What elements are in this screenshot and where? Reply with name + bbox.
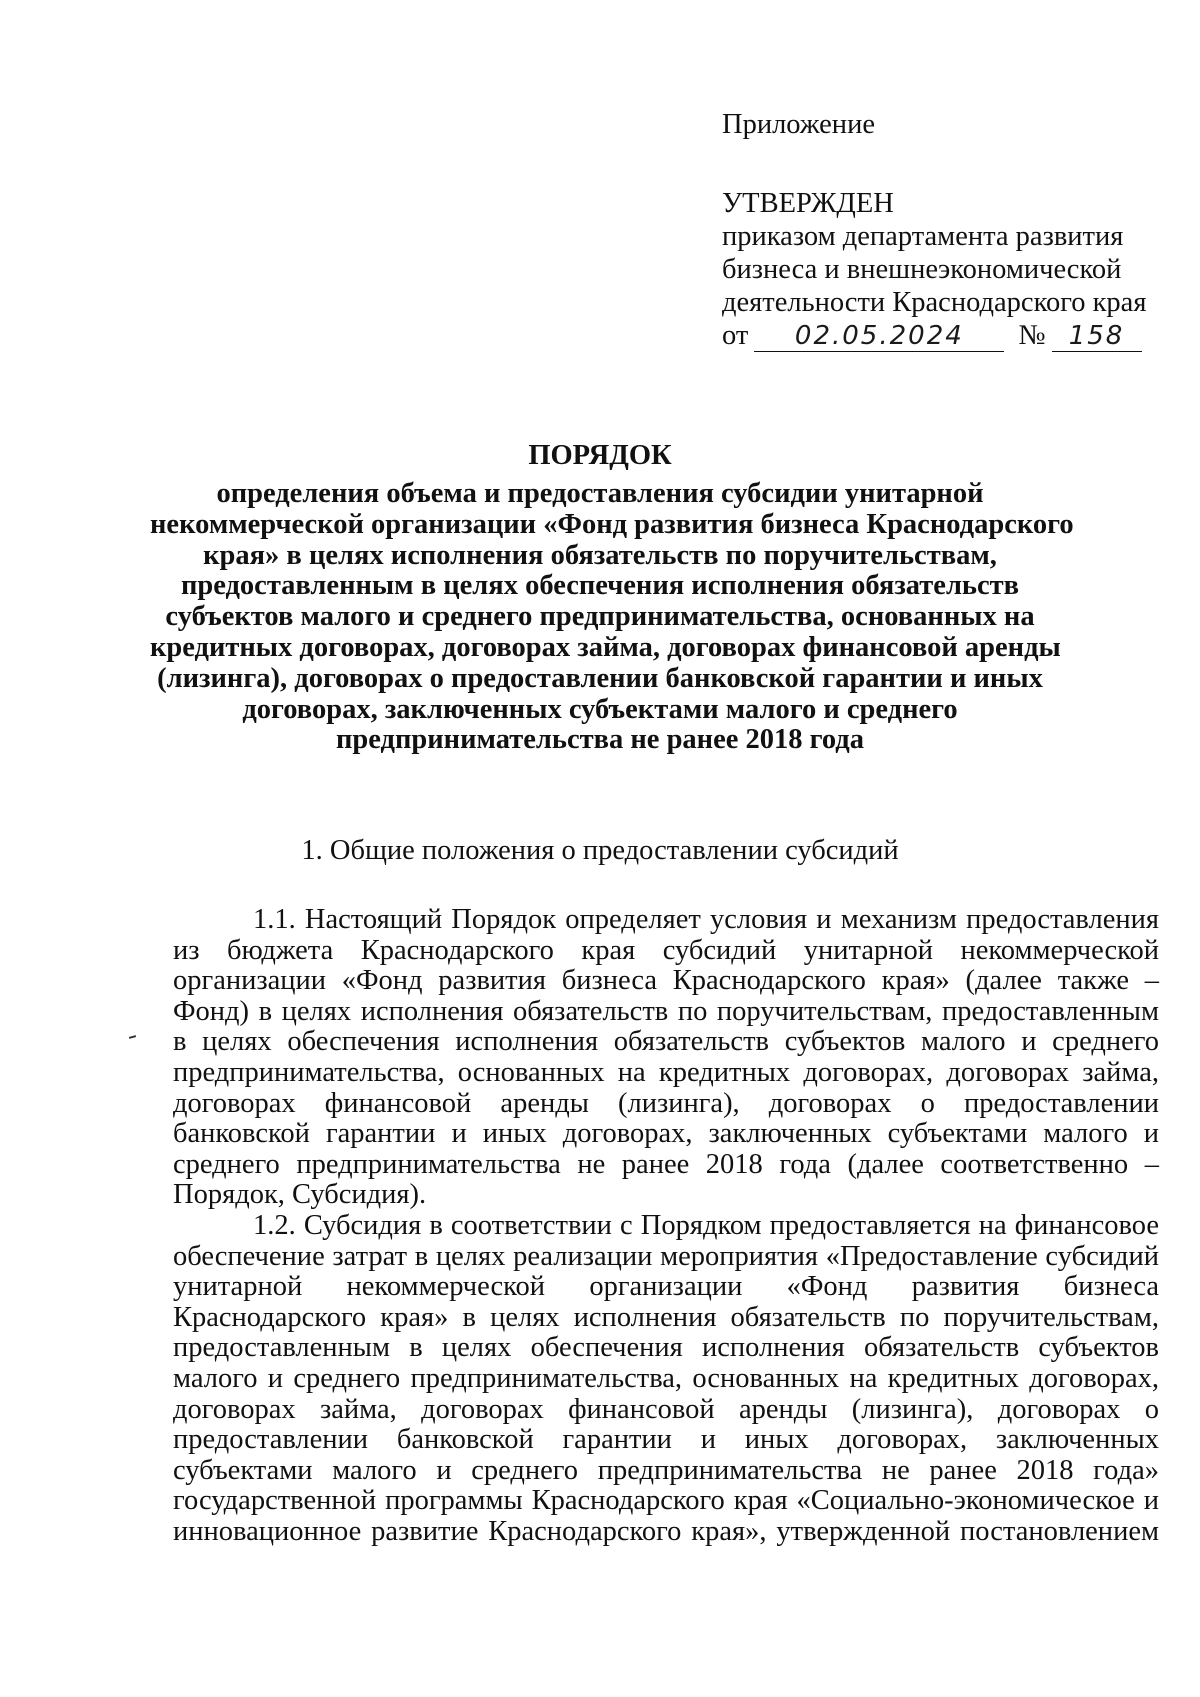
subtitle-line: договорах, заключенных субъектами малого и среднего	[242, 693, 958, 725]
approval-line: приказом департамента развития	[722, 221, 1124, 252]
section-heading: 1. Общие положения о предоставлении субсидий	[301, 835, 899, 866]
paragraph-line: унитарной некоммерческой организации «Фонд развития бизнеса	[173, 1271, 1159, 1303]
paragraph-line: государственной программы Краснодарского края «Социально-экономическое и	[173, 1485, 1159, 1517]
order-date-number-row	[722, 319, 1162, 352]
subtitle-line: (лизинга), договорах о предоставлении банковской гарантии и иных	[157, 662, 1043, 694]
subtitle-line: предпринимательства не ранее 2018 года	[336, 724, 864, 756]
approval-line: деятельности Краснодарского края	[722, 287, 1147, 318]
paragraph-line: обеспечение затрат в целях реализации мероприятия «Предоставление субсидий	[173, 1240, 1159, 1272]
paragraph-line: договорах займа, договорах финансовой аренды (лизинга), договорах о	[173, 1393, 1159, 1425]
paragraph-line: предоставленным в целях обеспечения исполнения обязательств субъектов	[173, 1332, 1159, 1364]
paragraph-line: из бюджета Краснодарского края субсидий унитарной некоммерческой	[173, 934, 1159, 966]
annex-label: Приложение	[722, 109, 875, 140]
paragraph-line: субъектами малого и среднего предпринимательства не ранее 2018 года»	[173, 1454, 1159, 1486]
paragraph-1-2	[173, 1211, 1159, 1548]
subtitle-line: некоммерческой организации «Фонд развития бизнеса Краснодарского	[150, 508, 1074, 540]
paragraph-line: малого и среднего предпринимательства, основанных на кредитных договорах,	[173, 1362, 1159, 1394]
paragraph-line: предоставлении банковской гарантии и иных договорах, заключенных	[173, 1424, 1159, 1456]
subtitle-line: края» в целях исполнения обязательств по поручительствам,	[203, 539, 997, 571]
approved-label: УТВЕРЖДЕН	[722, 188, 894, 219]
paragraph-line: среднего предпринимательства не ранее 2018 года (далее соответственно –	[173, 1148, 1159, 1180]
date-prefix: от	[722, 320, 749, 351]
scan-mark	[129, 1035, 136, 1039]
paragraph-line: предпринимательства, основанных на кредитных договорах, договорах займа,	[173, 1056, 1159, 1088]
subtitle-line: субъектов малого и среднего предпринимательства, основанных на	[165, 601, 1035, 633]
paragraph-line: 1.2. Субсидия в соответствии с Порядком предоставляется на финансовое	[253, 1209, 1159, 1241]
document-body	[173, 905, 1159, 1547]
subtitle-line: определения объема и предоставления субсидии унитарной	[216, 478, 984, 509]
approval-line: бизнеса и внешнеэкономической	[722, 254, 1122, 285]
paragraph-line: банковской гарантии и иных договорах, заключенных субъектами малого и	[173, 1118, 1159, 1150]
paragraph-line: Краснодарского края» в целях исполнения обязательств по поручительствам,	[173, 1301, 1159, 1333]
document-title: ПОРЯДОК	[528, 440, 672, 471]
handwritten-date: 02.05.2024	[754, 321, 1004, 352]
paragraph-line: инновационное развитие Краснодарского края», утвержденной постановлением	[173, 1515, 1159, 1547]
paragraph-line: Фонд) в целях исполнения обязательств по поручительствам, предоставленным	[173, 995, 1159, 1027]
paragraph-1-1	[173, 905, 1159, 1211]
number-sign: №	[1018, 320, 1046, 351]
handwritten-order-number: 158	[1052, 321, 1142, 352]
subtitle-line: кредитных договорах, договорах займа, договорах финансовой аренды	[150, 631, 1061, 663]
subtitle-line: предоставленным в целях обеспечения исполнения обязательств	[180, 570, 1020, 602]
paragraph-line: Порядок, Субсидия).	[173, 1179, 427, 1211]
paragraph-line: организации «Фонд развития бизнеса Краснодарского края» (далее также –	[173, 965, 1159, 997]
paragraph-line: 1.1. Настоящий Порядок определяет условия и механизм предоставления	[253, 904, 1159, 935]
approval-block	[722, 108, 1162, 352]
paragraph-line: в целях обеспечения исполнения обязательств субъектов малого и среднего	[173, 1026, 1159, 1058]
document-subtitle	[150, 478, 1074, 756]
paragraph-line: договорах финансовой аренды (лизинга), договорах о предоставлении	[173, 1087, 1159, 1119]
